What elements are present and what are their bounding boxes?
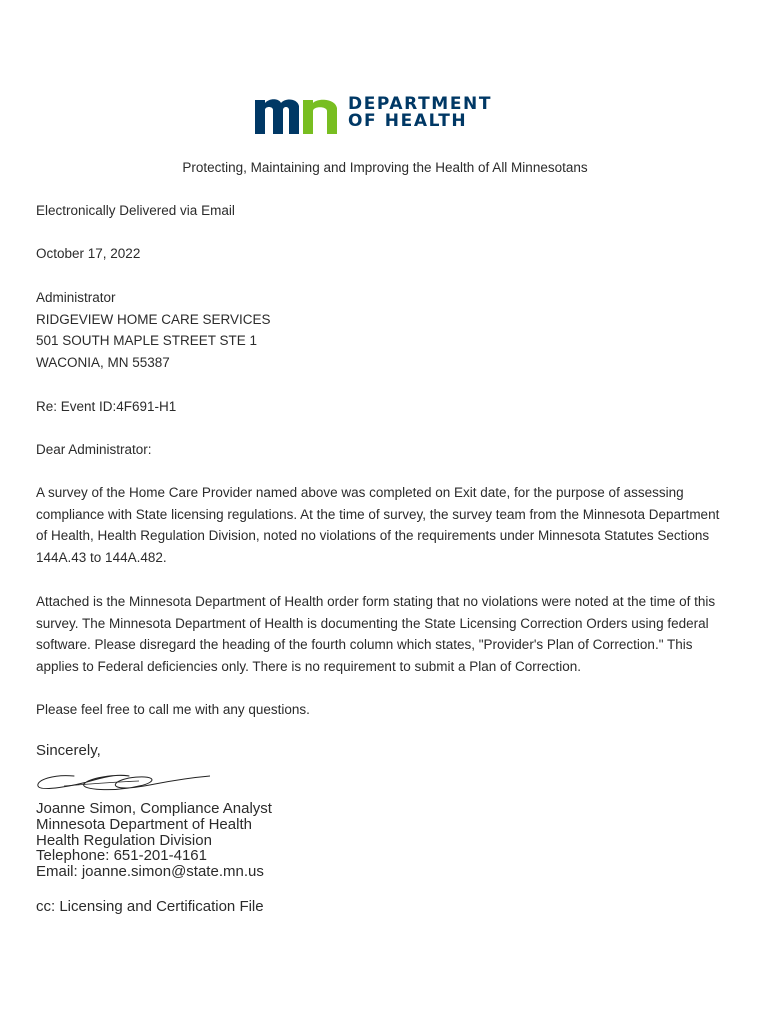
signer-division: Health Regulation Division bbox=[36, 831, 212, 849]
salutation: Dear Administrator: bbox=[36, 442, 152, 457]
tagline: Protecting, Maintaining and Improving the Health of All Minnesotans bbox=[182, 160, 588, 175]
signer-email: Email: joanne.simon@state.mn.us bbox=[36, 863, 264, 881]
signer-department: Minnesota Department of Health bbox=[36, 815, 252, 833]
logo-line-2: OF HEALTH bbox=[348, 111, 468, 131]
body-paragraph-1: A survey of the Home Care Provider named above was completed on Exit date, for the purpose of assessing compliance with State licensing regulations. At the time of survey, the survey team from the Minnesota Department of Health, Health Regulation Division, noted no violations of the requirements under Minnesota Statutes Sections 144A.43 to 144A.482. bbox=[36, 485, 720, 566]
cc-line: cc: Licensing and Certification File bbox=[36, 898, 264, 915]
address-street: 501 SOUTH MAPLE STREET STE 1 bbox=[36, 333, 258, 348]
logo-line-1: DEPARTMENT bbox=[348, 94, 493, 114]
body-paragraph-3: Please feel free to call me with any questions. bbox=[36, 702, 310, 717]
address-city: WACONIA, MN 55387 bbox=[36, 355, 170, 370]
signature-block bbox=[36, 801, 272, 880]
signer-name: Joanne Simon, Compliance Analyst bbox=[36, 800, 272, 817]
address-title: Administrator bbox=[36, 290, 116, 305]
reference-line: Re: Event ID:4F691-H1 bbox=[36, 399, 177, 414]
body-paragraph-2: Attached is the Minnesota Department of Health order form stating that no violations were noted at the time of this survey. The Minnesota Department of Health is documenting the State Licensing Correction Orders using federal software. Please disregard the heading of the fourth column which states, "Provider's Plan of Correction." This applies to Federal deficiencies only. There is no requirement to submit a Plan of Correction. bbox=[36, 594, 716, 675]
mn-logo-mark-icon bbox=[255, 94, 345, 138]
delivery-method: Electronically Delivered via Email bbox=[36, 203, 235, 218]
address-org: RIDGEVIEW HOME CARE SERVICES bbox=[36, 312, 271, 327]
letter-date: October 17, 2022 bbox=[36, 246, 141, 261]
handwritten-signature-icon bbox=[34, 772, 210, 802]
signer-phone: Telephone: 651-201-4161 bbox=[36, 847, 207, 865]
closing: Sincerely, bbox=[36, 742, 101, 759]
logo-wordmark bbox=[348, 96, 492, 130]
mdh-logo bbox=[255, 94, 505, 138]
